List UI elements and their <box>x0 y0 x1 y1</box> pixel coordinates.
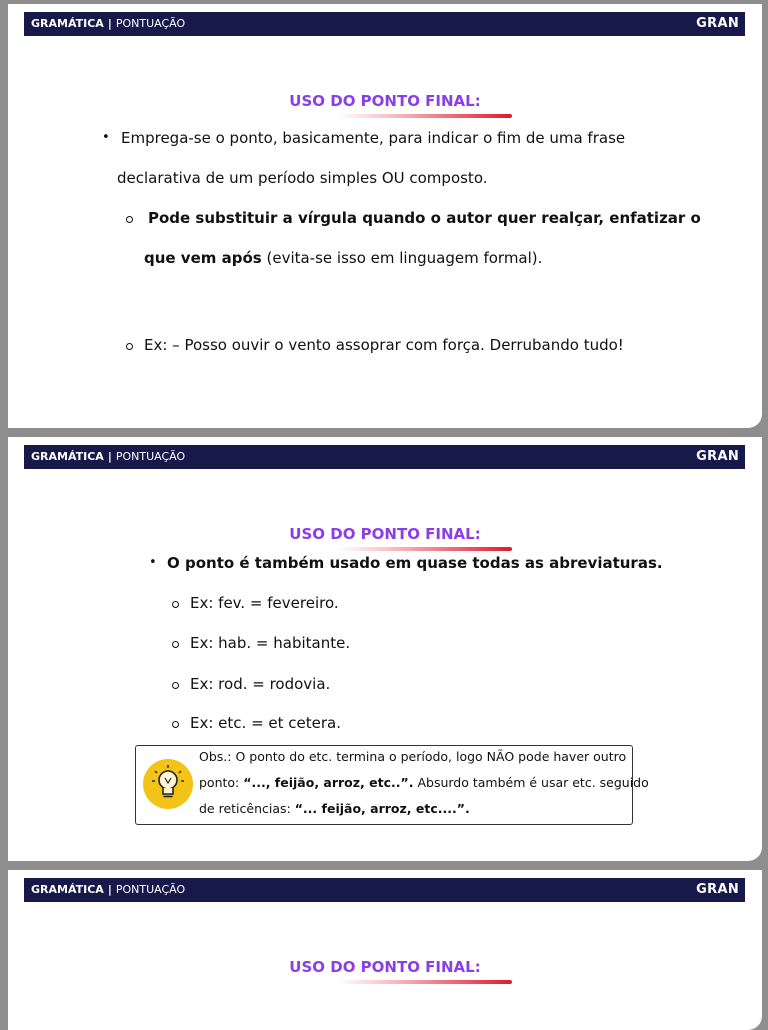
header-separator: | <box>107 450 112 463</box>
circle-bullet-icon <box>172 721 179 728</box>
slide-title: USO DO PONTO FINAL: <box>289 525 481 543</box>
bullet-dot-icon: • <box>102 130 110 145</box>
slide-header <box>24 12 745 36</box>
obs-line-2-bold: “..., feijão, arroz, etc..”. <box>243 775 414 790</box>
circle-bullet-icon <box>172 682 179 689</box>
example-item: Ex: rod. = rodovia. <box>190 675 331 693</box>
gran-logo: GRAN <box>696 882 739 897</box>
obs-line-3-bold: “... feijão, arroz, etc....”. <box>294 801 470 816</box>
observation-box <box>135 745 649 825</box>
slide-title: USO DO PONTO FINAL: <box>289 92 481 110</box>
bullet-text-line1: Emprega-se o ponto, basicamente, para indicar o fim de uma frase <box>121 129 626 147</box>
slide-title: USO DO PONTO FINAL: <box>289 958 481 976</box>
sub-bullet-rest: (evita-se isso em linguagem formal). <box>261 249 543 267</box>
header-topic: PONTUAÇÃO <box>115 883 186 896</box>
header-separator: | <box>107 883 112 896</box>
obs-line-2 <box>199 775 649 790</box>
bullet-text-bold: O ponto é também usado em quase todas as abreviaturas. <box>167 554 663 572</box>
example-item: Ex: hab. = habitante. <box>190 634 351 652</box>
circle-bullet-icon <box>126 343 133 350</box>
sub-bullet-line2 <box>144 249 542 267</box>
bullet-text-line2: declarativa de um período simples OU composto. <box>117 169 488 187</box>
slide-header <box>24 445 745 469</box>
example-item: Ex: etc. = et cetera. <box>190 714 341 732</box>
slide-3 <box>8 870 762 1030</box>
title-underline <box>338 114 512 118</box>
circle-bullet-icon <box>126 216 133 223</box>
header-subject: GRAMÁTICA <box>31 450 104 463</box>
slide-1 <box>8 4 762 428</box>
header-separator: | <box>107 17 112 30</box>
slide-2 <box>8 437 762 861</box>
obs-line-2-post: Absurdo também é usar etc. seguido <box>413 775 649 790</box>
bullet-text <box>167 554 663 572</box>
sub-bullet-line1 <box>148 209 701 227</box>
header-subject: GRAMÁTICA <box>31 883 104 896</box>
gran-logo: GRAN <box>696 449 739 464</box>
example-text: Ex: – Posso ouvir o vento assoprar com força. Derrubando tudo! <box>144 336 624 354</box>
obs-line-3-pre: de reticências: <box>199 801 295 816</box>
slide-header <box>24 878 745 902</box>
gran-logo: GRAN <box>696 16 739 31</box>
sub-bullet-bold-line1: Pode substituir a vírgula quando o autor quer realçar, enfatizar o <box>148 209 701 227</box>
circle-bullet-icon <box>172 641 179 648</box>
header-subject: GRAMÁTICA <box>31 17 104 30</box>
bullet-dot-icon: • <box>149 555 157 570</box>
obs-line-1: Obs.: O ponto do etc. termina o período, logo NÃO pode haver outro <box>199 749 627 764</box>
header-topic: PONTUAÇÃO <box>115 17 186 30</box>
title-underline <box>338 547 512 551</box>
header-topic: PONTUAÇÃO <box>115 450 186 463</box>
sub-bullet-bold-line2: que vem após <box>144 249 262 267</box>
circle-bullet-icon <box>172 601 179 608</box>
obs-line-2-pre: ponto: <box>199 775 244 790</box>
obs-line-3 <box>199 801 470 816</box>
lightbulb-icon <box>143 759 193 809</box>
example-item: Ex: fev. = fevereiro. <box>190 594 339 612</box>
title-underline <box>338 980 512 984</box>
